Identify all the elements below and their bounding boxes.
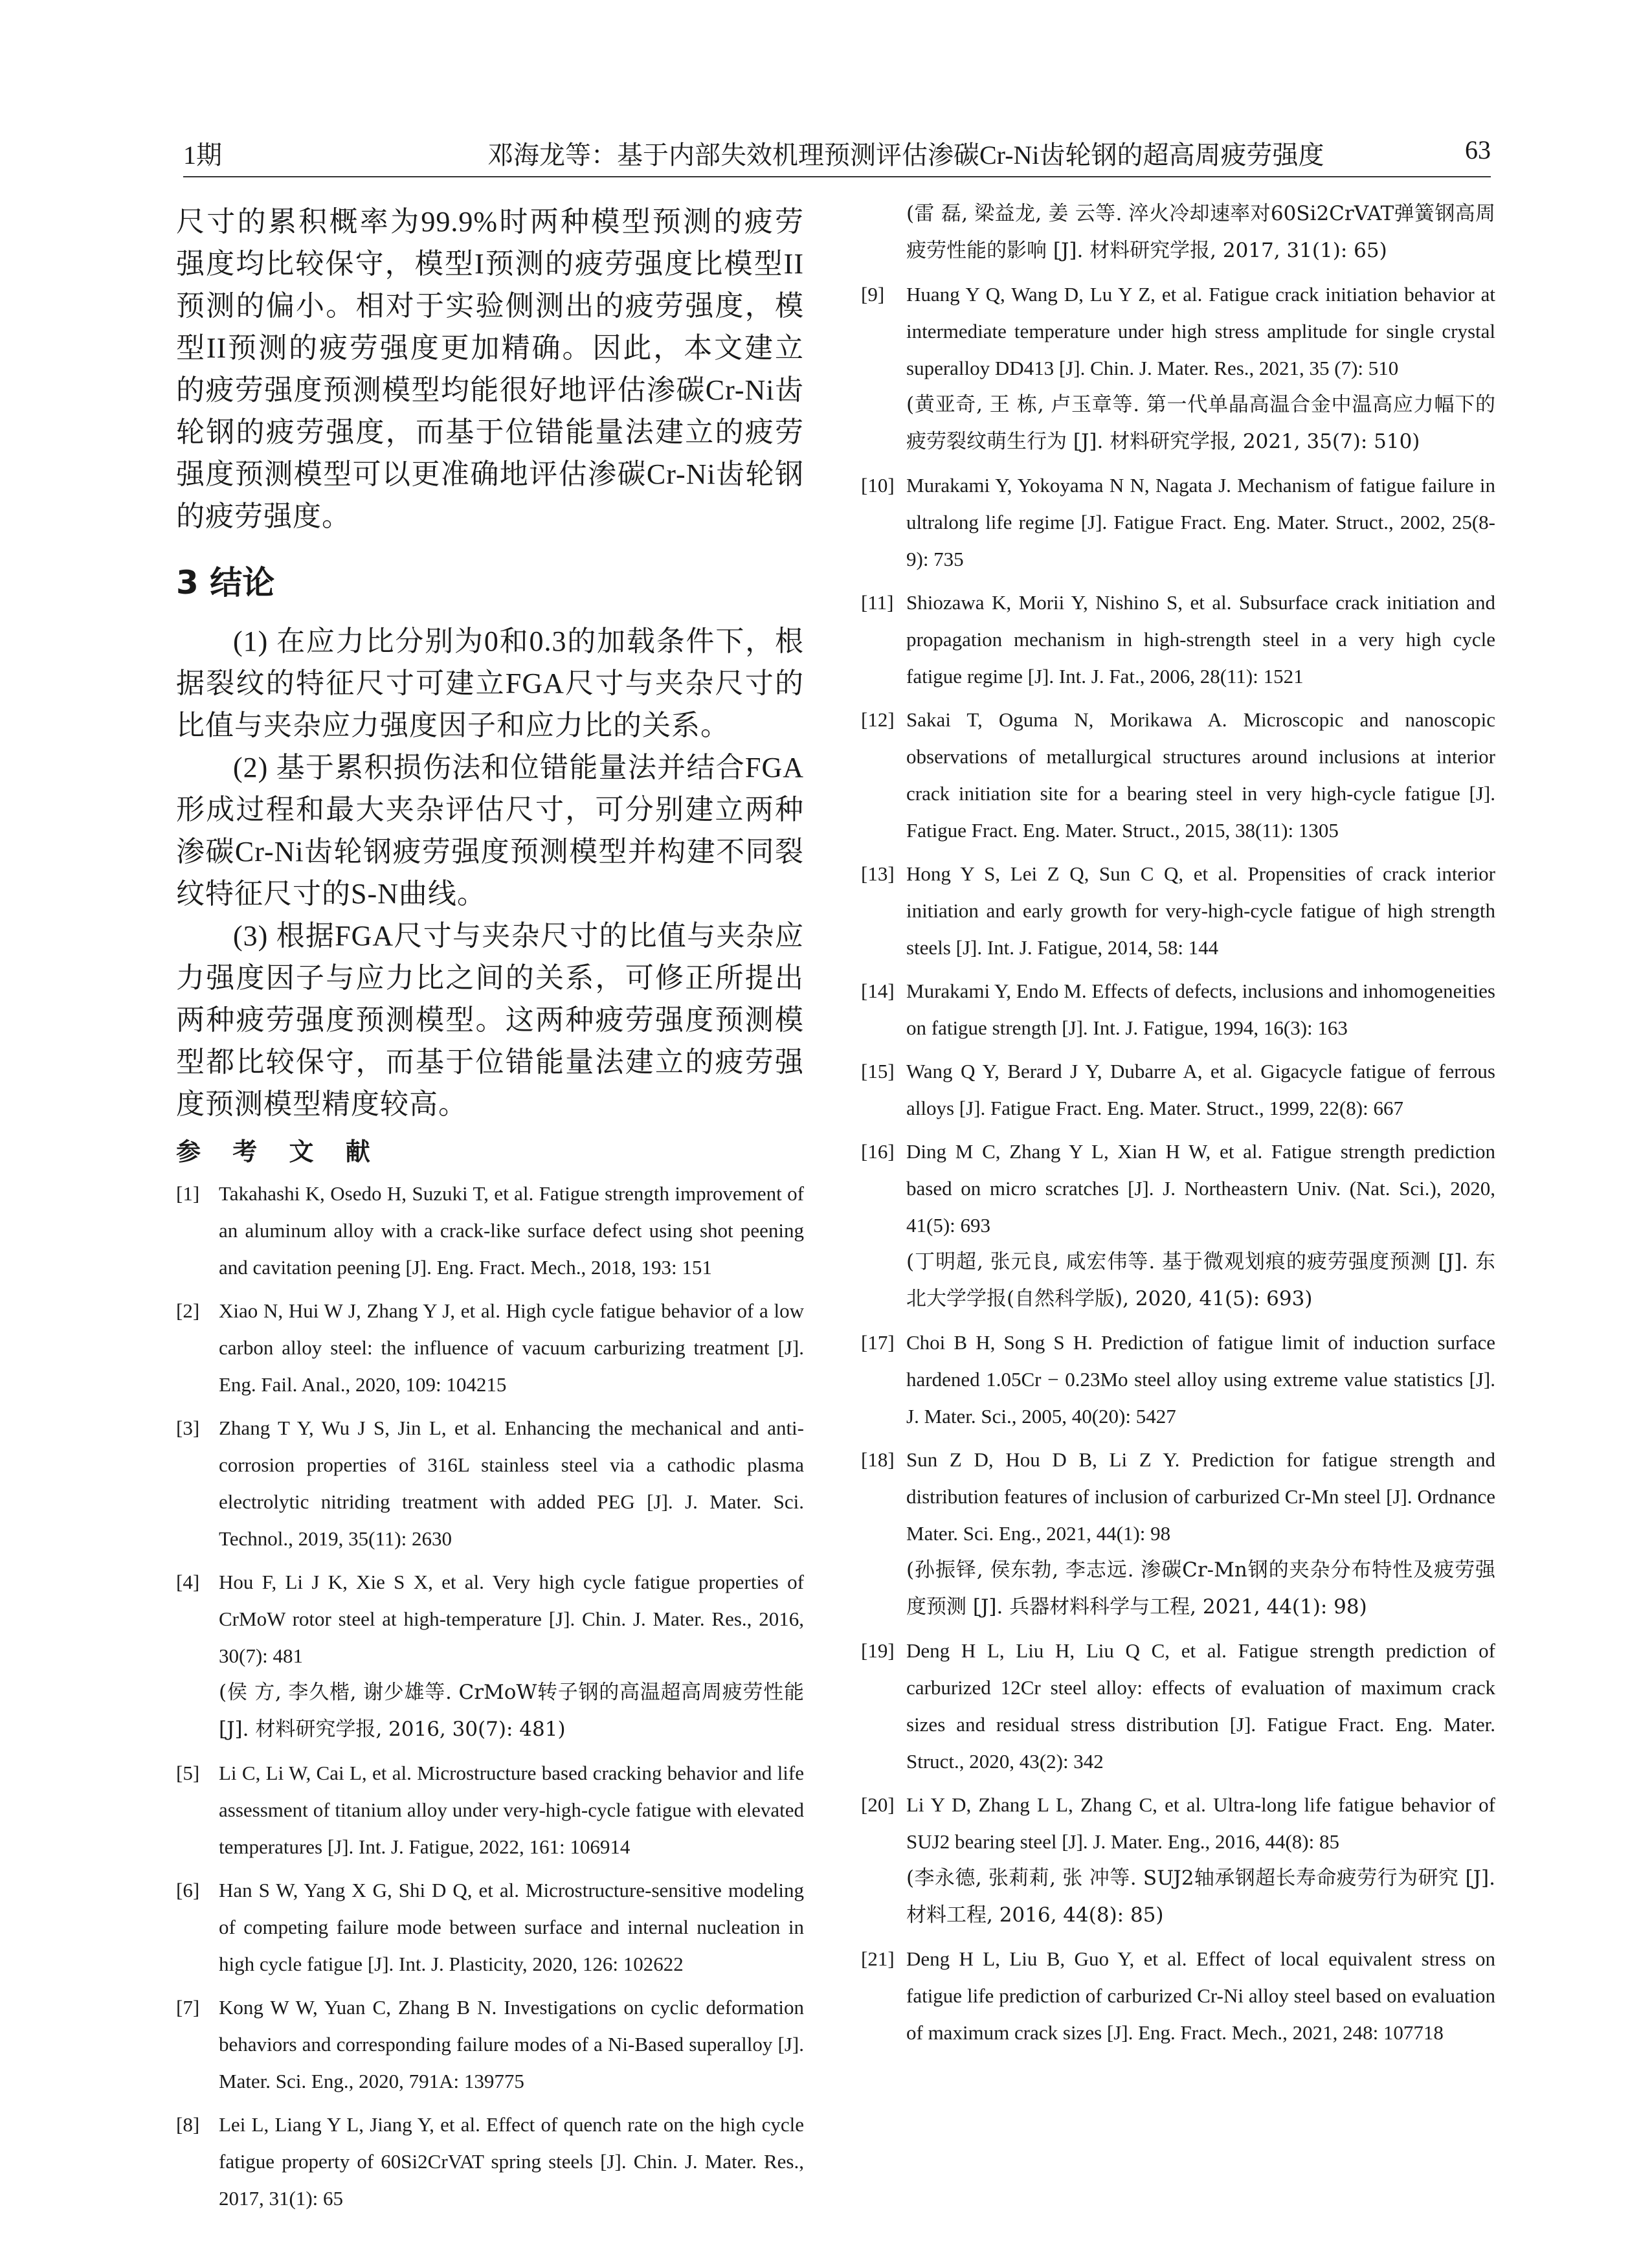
intro-paragraph: 尺寸的累积概率为99.9%时两种模型预测的疲劳强度均比较保守，模型I预测的疲劳强度比模型II预测的偏小。相对于实验侧测出的疲劳强度，模型II预测的疲劳强度更加精确。因此，本文建立的疲劳强度预测模型均能很好地评估渗碳Cr-Ni齿轮钢的疲劳强度，而基于位错能量法建立的疲劳强度预测模型可以更准确地评估渗碳Cr-Ni齿轮钢的疲劳强度。: [176, 206, 804, 532]
references-title: 参 考 文 献: [176, 1138, 382, 1166]
left-column: [176, 201, 804, 2223]
running-title: 邓海龙等：基于内部失效机理预测评估渗碳Cr-Ni齿轮钢的超高周疲劳强度: [487, 140, 1324, 170]
right-column: [861, 201, 1495, 2057]
reference-item: [16] Ding M C, Zhang Y L, Xian H W, et al. Fatigue strength prediction based on micro scratches [J]. J. Northeastern Univ. (Nat. Sci.), 2020, 41(5): 693 (丁明超, 张元良, 咸宏伟等. 基于微观划痕的疲劳强度预测 [J]. 东北大学学报(自然科学版), 2020, 41(5): 693): [861, 1140, 1495, 1310]
reference-item: [12] Sakai T, Oguma N, Morikawa A. Microscopic and nanoscopic observations of metallurgical structures around inclusions at interior crack initiation site for a bearing steel in very high-cycle fatigue [J]. Fatigue Fract. Eng. Mater. Struct., 2015, 38(11): 1305: [861, 708, 1495, 842]
reference-item: [21] Deng H L, Liu B, Guo Y, et al. Effect of local equivalent stress on fatigue life prediction of carburized Cr-Ni alloy steel based on evaluation of maximum crack sizes [J]. Eng. Fract. Mech., 2021, 248: 107718: [861, 1947, 1495, 2044]
reference-item: [7] Kong W W, Yuan C, Zhang B N. Investigations on cyclic deformation behaviors and corresponding failure modes of a Ni-Based superalloy [J]. Mater. Sci. Eng., 2020, 791A: 139775: [176, 1996, 804, 2092]
running-header: [183, 129, 1491, 175]
reference-item: [10] Murakami Y, Yokoyama N N, Nagata J. Mechanism of fatigue failure in ultralong life regime [J]. Fatigue Fract. Eng. Mater. Struct., 2002, 25(8-9): 735: [861, 474, 1495, 570]
reference-item: [5] Li C, Li W, Cai L, et al. Microstructure based cracking behavior and life assessment of titanium alloy under very-high-cycle fatigue with elevated temperatures [J]. Int. J. Fatigue, 2022, 161: 106914: [176, 1762, 804, 1858]
conclusion-2: (2) 基于累积损伤法和位错能量法并结合FGA形成过程和最大夹杂评估尺寸，可分别建立两种渗碳Cr-Ni齿轮钢疲劳强度预测模型并构建不同裂纹特征尺寸的S-N曲线。: [176, 752, 804, 910]
reference-item: [14] Murakami Y, Endo M. Effects of defects, inclusions and inhomogeneities on fatigue strength [J]. Int. J. Fatigue, 1994, 16(3): 163: [861, 980, 1495, 1039]
conclusion-3: (3) 根据FGA尺寸与夹杂尺寸的比值与夹杂应力强度因子与应力比之间的关系，可修正所提出两种疲劳强度预测模型。这两种疲劳强度预测模型都比较保守，而基于位错能量法建立的疲劳强度预测模型精度较高。: [176, 920, 804, 1120]
reference-item: [11] Shiozawa K, Morii Y, Nishino S, et al. Subsurface crack initiation and propagation mechanism in high-strength steel in a very high cycle fatigue regime [J]. Int. J. Fat., 2006, 28(11): 1521: [861, 591, 1495, 688]
references-list-left: [176, 1175, 804, 2217]
header-rule: [183, 176, 1491, 177]
reference-item: [3] Zhang T Y, Wu J S, Jin L, et al. Enhancing the mechanical and anti-corrosion properties of 316L stainless steel via a cathodic plasma electrolytic nitriding treatment with added PEG [J]. J. Mater. Sci. Technol., 2019, 35(11): 2630: [176, 1417, 804, 1550]
page-number: 63: [1465, 135, 1491, 164]
reference-item: [8] Lei L, Liang Y L, Jiang Y, et al. Effect of quench rate on the high cycle fatigue property of 60Si2CrVAT spring steels [J]. Chin. J. Mater. Res., 2017, 31(1): 65: [176, 2113, 804, 2210]
reference-item: [2] Xiao N, Hui W J, Zhang Y J, et al. High cycle fatigue behavior of a low carbon alloy steel: the influence of vacuum carburizing treatment [J]. Eng. Fail. Anal., 2020, 109: 104215: [176, 1299, 804, 1396]
reference-item: [15] Wang Q Y, Berard J Y, Dubarre A, et al. Gigacycle fatigue of ferrous alloys [J]. Fatigue Fract. Eng. Mater. Struct., 1999, 22(8): 667: [861, 1060, 1495, 1119]
reference-item: [4] Hou F, Li J K, Xie S X, et al. Very high cycle fatigue properties of CrMoW rotor steel at high-temperature [J]. Chin. J. Mater. Res., 2016, 30(7): 481 (侯 方, 李久楷, 谢少雄等. CrMoW转子钢的高温超高周疲劳性能 [J]. 材料研究学报, 2016, 30(7): 481): [176, 1571, 804, 1741]
reference-item: [20] Li Y D, Zhang L L, Zhang C, et al. Ultra-long life fatigue behavior of SUJ2 bearing steel [J]. J. Mater. Eng., 2016, 44(8): 85 (李永德, 张莉莉, 张 冲等. SUJ2轴承钢超长寿命疲劳行为研究 [J]. 材料工程, 2016, 44(8): 85): [861, 1793, 1495, 1927]
reference-item: [6] Han S W, Yang X G, Shi D Q, et al. Microstructure-sensitive modeling of competing failure mode between surface and internal nucleation in high cycle fatigue [J]. Int. J. Plasticity, 2020, 126: 102622: [176, 1879, 804, 1975]
reference-item: [1] Takahashi K, Osedo H, Suzuki T, et al. Fatigue strength improvement of an aluminum alloy with a crack-like surface defect using shot peening and cavitation peening [J]. Eng. Fract. Mech., 2018, 193: 151: [176, 1182, 804, 1279]
reference-item: [19] Deng H L, Liu H, Liu Q C, et al. Fatigue strength prediction of carburized 12Cr steel alloy: effects of evaluation of maximum crack sizes and residual stress distribution [J]. Fatigue Fract. Eng. Mater. Struct., 2020, 43(2): 342: [861, 1639, 1495, 1773]
reference-item-continued: (雷 磊, 梁益龙, 姜 云等. 淬火冷却速率对60Si2CrVAT弹簧钢高周疲劳性能的影响 [J]. 材料研究学报, 2017, 31(1): 65): [906, 202, 1495, 262]
reference-item: [18] Sun Z D, Hou D B, Li Z Y. Prediction for fatigue strength and distribution features of inclusion of carburized Cr-Mn steel [J]. Ordnance Mater. Sci. Eng., 2021, 44(1): 98 (孙振铎, 侯东勃, 李志远. 渗碳Cr-Mn钢的夹杂分布特性及疲劳强度预测 [J]. 兵器材料科学与工程, 2021, 44(1): 98): [861, 1448, 1495, 1619]
reference-item: [17] Choi B H, Song S H. Prediction of fatigue limit of induction surface hardened 1.05Cr − 0.23Mo steel alloy using extreme value statistics [J]. J. Mater. Sci., 2005, 40(20): 5427: [861, 1331, 1495, 1428]
conclusion-1: (1) 在应力比分别为0和0.3的加载条件下，根据裂纹的特征尺寸可建立FGA尺寸与夹杂尺寸的比值与夹杂应力强度因子和应力比的关系。: [176, 625, 804, 741]
issue-label: 1期: [183, 140, 222, 170]
reference-item: [9] Huang Y Q, Wang D, Lu Y Z, et al. Fatigue crack initiation behavior at intermediate temperature under high stress amplitude for single crystal superalloy DD413 [J]. Chin. J. Mater. Res., 2021, 35 (7): 510 (黄亚奇, 王 栋, 卢玉章等. 第一代单晶高温合金中温高应力幅下的疲劳裂纹萌生行为 [J]. 材料研究学报, 2021, 35(7): 510): [861, 283, 1495, 453]
section-title: 3 结论: [176, 564, 275, 601]
reference-item: [13] Hong Y S, Lei Z Q, Sun C Q, et al. Propensities of crack interior initiation and early growth for very-high-cycle fatigue of high strength steels [J]. Int. J. Fatigue, 2014, 58: 144: [861, 862, 1495, 959]
